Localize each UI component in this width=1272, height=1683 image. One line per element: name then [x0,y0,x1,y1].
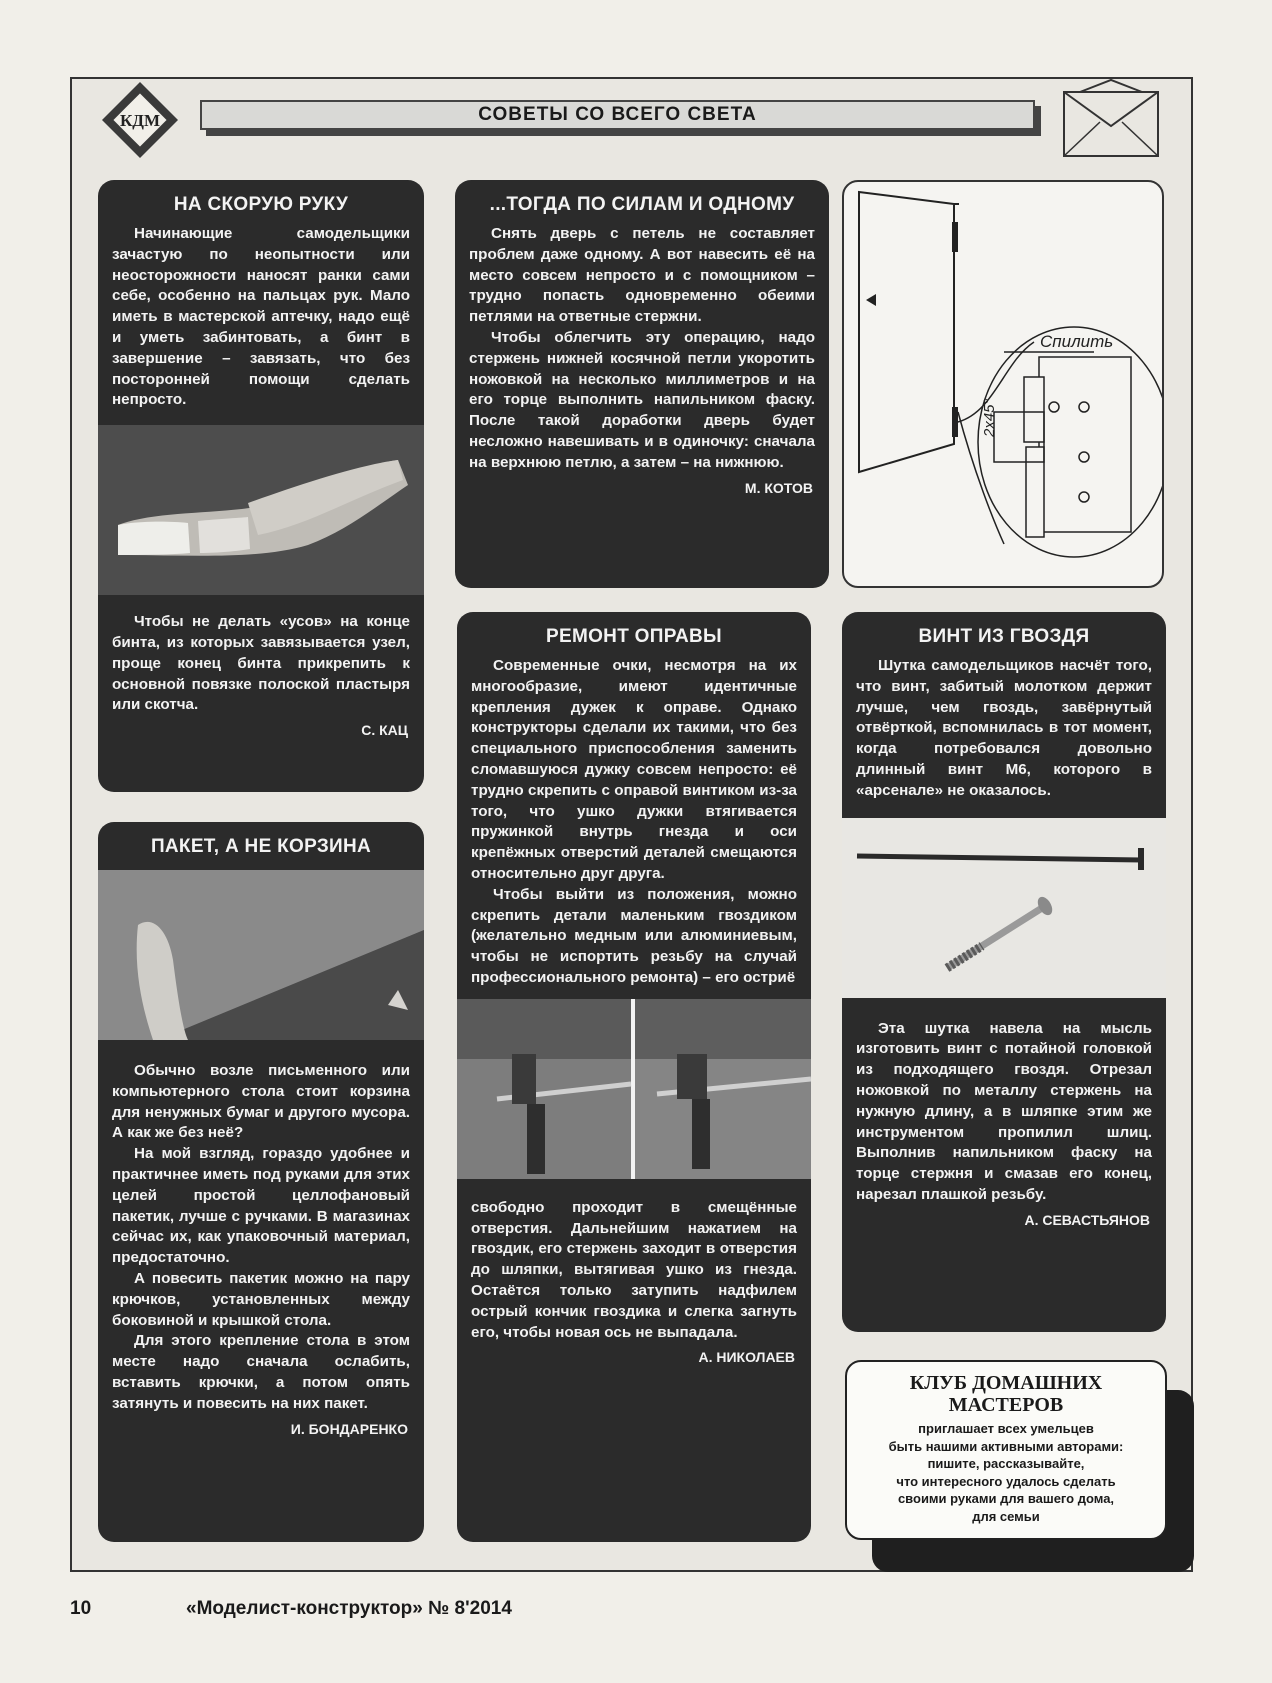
article-paragraph: Начинающие самодельщики зачастую по неопытности или неосторожности наносят ранки сами себе, особенно на пальцах рук. Мало иметь в мастерской аптечку, надо ещё и уметь забинтовать, а бинт в завершение – завязать, что без посторонней помощи сделать непросто. [112,225,410,409]
article-paragraph: Обычно возле письменного или компьютерного стола стоит корзина для ненужных бумаг и другого мусора. А как же без неё? [112,1062,410,1142]
home-masters-club-box [845,1360,1167,1540]
page-number: 10 [70,1598,92,1619]
article-paragraph: Эта шутка навела на мысль изготовить винт с потайной головкой из подходящего гвоздя. Отрезал ножовкой по металлу стержень на нужную длину, а в шляпке этим же инструментом пропилил шлиц. Выполнив напильником фаску на торце стержня и смазав его конец, нарезал плашкой резьбу. [856,1019,1152,1203]
article-paragraph: Чтобы не делать «усов» на конце бинта, из которых завязывается узел, проще конец бинта прикрепить к основной повязке полоской пластыря или скотча. [112,613,410,714]
article-paragraph: Чтобы облегчить эту операцию, надо стержень нижней косячной петли укоротить ножовкой на несколько миллиметров и на его торце выполнить напильником фаску. После такой доработки дверь будет несложно навешивать и в одиночку: сначала на верхнюю петлю, а затем – на нижнюю. [469,328,815,471]
desk-bag-photo [98,870,424,1040]
article-paragraph: свободно проходит в смещённые отверстия. Дальнейшим нажатием на гвоздик, его стержень заходит в отверстия до шляпки, вытягивая ушко из гнезда. Остаётся только затупить надфилем острый кончик гвоздика и слегка загнуть его, чтобы новая ось не выпадала. [471,1198,797,1341]
envelope-icon [1060,78,1162,160]
article-paragraph: Шутка самодельщиков насчёт того, что винт, забитый молотком держит лучше, чем гвоздь, завёрнутый отвёрткой, вспомнилась в тот момент, когда потребовался довольно длинный винт М6, которого в «арсенале» не оказалось. [856,657,1152,799]
article-screw-from-nail [842,612,1166,1332]
article-paragraph: А повесить пакетик можно на пару крючков, установленных между боковиной и крышкой стола. [112,1269,410,1329]
club-title: КЛУБ ДОМАШНИХ МАСТЕРОВ [909,1372,1103,1416]
article-paragraph: Для этого крепление стола в этом месте надо сначала ослабить, вставить крючки, а потом опять затянуть и повесить на них пакет. [112,1332,410,1412]
hinge-diagram [844,182,1164,588]
article-paragraph: Чтобы выйти из положения, можно скрепить детали маленьким гвоздиком (желательно медным или алюминиевым, чтобы не испортить резьбу на случай профессионального ремонта) – его остриё [471,885,797,986]
section-header [200,100,1035,130]
door-hinge-drawing [842,180,1164,588]
article-paragraph: На мой взгляд, гораздо удобнее и практичнее иметь под руками для этих целей простой целлофановый пакетик, лучше с ручками. В магазинах сейчас их, как упаковочный материал, предостаточно. [112,1145,410,1267]
article-door-hinge [455,180,829,588]
magazine-issue: «Моделист-конструктор» № 8'2014 [186,1598,512,1619]
article-author: А. СЕВАСТЬЯНОВ [1024,1211,1150,1228]
label-cut: Спилить [1040,332,1114,351]
article-title: РЕМОНТ ОПРАВЫ [546,626,722,647]
article-author: И. БОНДАРЕНКО [290,1420,408,1437]
section-title: СОВЕТЫ СО ВСЕГО СВЕТА [478,104,757,125]
glasses-hinge-photos [457,999,811,1179]
article-paragraph: Снять дверь с петель не составляет проблем даже одному. А вот навесить её на место совсем непросто и с помощником – трудно попасть одновременно обеими петлями на ответные стержни. [469,225,815,326]
article-title: ВИНТ ИЗ ГВОЗДЯ [918,626,1090,647]
article-author: С. КАЦ [361,722,408,739]
article-title: НА СКОРУЮ РУКУ [173,194,349,215]
nail-screw-photo [842,818,1166,998]
logo-text: КДМ [119,111,161,130]
logo-diamond-icon [100,80,180,160]
article-bag-not-basket [98,822,424,1542]
article-first-aid [98,180,424,792]
article-paragraph: Современные очки, несмотря на их многообразие, имеют идентичные крепления дужек к оправе. Однако конструкторы сделали их такими, что без специального приспособления заменить сломавшуюся дужку совсем непросто: её трудно скрепить с оправой винтиком из-за того, что ушко дужки втягивается пружинкой внутрь гнезда и оси крепёжных отверстий деталей смещаются относительно друг друга. [471,657,797,882]
article-frame-repair [457,612,811,1542]
article-author: М. КОТОВ [744,479,813,496]
article-author: А. НИКОЛАЕВ [698,1349,795,1366]
label-chamfer: 2x45° [981,398,998,437]
club-invitation: приглашает всех умельцев быть нашими активными авторами: пишите, рассказывайте, что интересного удалось сделать своими руками для вашего дома, для семьи [888,1421,1124,1524]
bandaged-finger-photo [98,425,424,595]
article-title: ...ТОГДА ПО СИЛАМ И ОДНОМУ [489,194,795,215]
article-title: ПАКЕТ, А НЕ КОРЗИНА [150,836,372,857]
